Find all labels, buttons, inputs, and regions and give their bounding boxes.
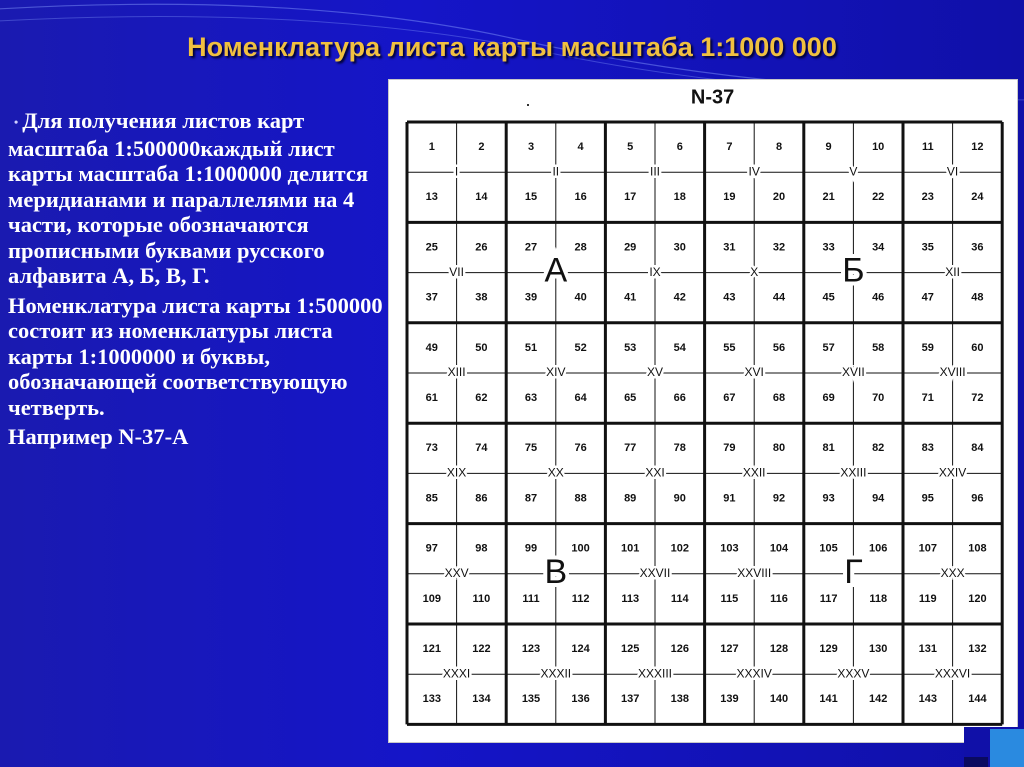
roman-label: XX: [547, 465, 564, 480]
cell-number: 116: [770, 592, 788, 605]
cell-number: 1: [428, 141, 435, 154]
roman-label: XXI: [645, 465, 665, 480]
cell-number: 17: [624, 191, 637, 204]
cell-number: 50: [475, 341, 488, 354]
cell-number: 83: [921, 442, 934, 455]
text-block: [8, 108, 388, 454]
cell-number: 110: [472, 592, 491, 605]
roman-label: II: [552, 164, 560, 179]
cell-number: 113: [621, 592, 640, 605]
cell-number: 37: [425, 291, 438, 304]
cell-number: 122: [472, 643, 491, 656]
roman-label: XXXI: [442, 666, 471, 681]
cell-number: 98: [475, 542, 488, 555]
cell-number: 77: [624, 442, 637, 455]
cell-number: 68: [772, 392, 786, 405]
roman-label: XXIII: [840, 465, 867, 480]
cell-number: 9: [825, 141, 832, 154]
roman-label: IV: [748, 164, 760, 179]
cell-number: 139: [720, 693, 739, 706]
cell-number: 129: [819, 643, 838, 656]
cell-number: 45: [822, 291, 835, 304]
cell-number: 104: [769, 542, 789, 555]
roman-label: X: [750, 264, 759, 279]
roman-label: XV: [646, 365, 664, 380]
cell-number: 55: [723, 341, 736, 354]
cell-number: 100: [571, 542, 590, 555]
cell-number: 69: [822, 392, 835, 405]
cell-number: 30: [673, 241, 686, 254]
cell-number: 90: [673, 492, 686, 505]
cell-number: 58: [872, 341, 885, 354]
roman-label: XXVII: [639, 565, 671, 580]
cell-number: 46: [872, 291, 885, 304]
cell-number: 2: [478, 141, 485, 154]
cell-number: 89: [624, 492, 637, 505]
cell-number: 19: [723, 191, 736, 204]
cell-number: 125: [621, 643, 640, 656]
cell-number: 109: [422, 592, 441, 605]
cell-number: 92: [772, 492, 786, 505]
cell-number: 134: [472, 693, 491, 706]
cell-number: 51: [524, 341, 538, 354]
cell-number: 42: [673, 291, 686, 304]
cell-number: 41: [624, 291, 637, 304]
roman-label: XXV: [444, 565, 469, 580]
cell-number: 35: [921, 241, 934, 254]
cell-number: 107: [918, 542, 937, 555]
cell-number: 124: [571, 643, 590, 656]
cell-number: 4: [577, 141, 584, 154]
roman-label: XIII: [447, 365, 466, 380]
cell-number: 66: [673, 392, 686, 405]
paragraph-1-text: Для получения листов карт масштаба 1:500000каждый лист карты масштаба 1:1000000 делится меридианами и параллелями на 4 части, которые обозначаются прописными буквами русского алфавита А, Б, В, Г.: [8, 108, 368, 289]
cell-number: 61: [425, 392, 438, 405]
roman-label: XXXVI: [934, 666, 971, 681]
cell-number: 24: [971, 191, 984, 204]
cell-number: 26: [475, 241, 488, 254]
cell-number: 78: [673, 442, 686, 455]
roman-label: XIX: [446, 465, 467, 480]
cell-number: 88: [574, 492, 587, 505]
cell-number: 135: [521, 693, 541, 706]
roman-label: XIV: [546, 365, 566, 380]
cell-number: 71: [921, 392, 934, 405]
cell-number: 65: [624, 392, 637, 405]
cell-number: 38: [475, 291, 488, 304]
cell-number: 48: [971, 291, 984, 304]
roman-label: III: [649, 164, 661, 179]
cell-number: 97: [425, 542, 438, 555]
map-sheet-figure: [388, 79, 1018, 743]
cell-number: 11: [921, 141, 934, 154]
cell-number: 22: [872, 191, 885, 204]
cell-number: 133: [422, 693, 441, 706]
paragraph-1: [8, 108, 388, 289]
cell-number: 70: [872, 392, 885, 405]
cell-number: 79: [723, 442, 736, 455]
cell-number: 106: [869, 542, 888, 555]
roman-label: XXXIV: [736, 666, 772, 681]
cell-number: 85: [425, 492, 438, 505]
cell-number: 80: [772, 442, 786, 455]
cell-number: 36: [971, 241, 984, 254]
cell-number: 75: [524, 442, 538, 455]
roman-label: V: [849, 164, 858, 179]
cell-number: 95: [921, 492, 934, 505]
cell-number: 108: [968, 542, 987, 555]
roman-label: XXX: [940, 565, 965, 580]
cell-number: 29: [624, 241, 637, 254]
paragraph-2: Номенклатура листа карты 1:500000 состоит из номенклатуры листа карты 1:1000000 и буквы, обозначающей соответствующую четверть.: [8, 292, 383, 420]
roman-label: XXXII: [540, 666, 572, 681]
cell-number: 49: [425, 341, 438, 354]
cell-number: 94: [872, 492, 885, 505]
roman-label: VII: [449, 264, 464, 279]
cell-number: 43: [723, 291, 736, 304]
slide-title: Номенклатура листа карты масштаба 1:1000 000: [187, 32, 837, 62]
cell-number: 91: [723, 492, 736, 505]
cell-number: 111: [522, 592, 540, 605]
roman-label: XXII: [742, 465, 766, 480]
cell-number: 141: [819, 693, 838, 706]
cell-number: 137: [621, 693, 640, 706]
dot-mark: [527, 104, 529, 106]
cell-number: 99: [524, 542, 538, 555]
cell-number: 86: [475, 492, 488, 505]
bullet-icon: •: [14, 115, 19, 130]
quarter-letter: В: [544, 552, 568, 591]
roman-label: XXIV: [938, 465, 967, 480]
cell-number: 142: [869, 693, 888, 706]
cell-number: 144: [968, 693, 987, 706]
cell-number: 53: [624, 341, 637, 354]
roman-label: XXVIII: [737, 565, 772, 580]
cell-number: 103: [720, 542, 739, 555]
cell-number: 23: [921, 191, 934, 204]
cell-number: 12: [971, 141, 984, 154]
cell-number: 115: [720, 592, 739, 605]
cell-number: 59: [921, 341, 934, 354]
cell-number: 118: [869, 592, 888, 605]
cell-number: 127: [720, 643, 739, 656]
cell-number: 52: [574, 341, 587, 354]
cell-number: 8: [775, 141, 783, 154]
cell-number: 112: [571, 592, 590, 605]
cell-number: 73: [425, 442, 438, 455]
roman-label: XII: [945, 264, 960, 279]
cell-number: 120: [968, 592, 987, 605]
corner-decoration: [964, 727, 1024, 767]
cell-number: 25: [425, 241, 438, 254]
map-grid: [389, 80, 1017, 742]
cell-number: 33: [822, 241, 835, 254]
cell-number: 14: [475, 191, 488, 204]
cell-number: 136: [571, 693, 590, 706]
cell-number: 87: [524, 492, 538, 505]
cell-number: 27: [524, 241, 538, 254]
cell-number: 15: [524, 191, 538, 204]
cell-number: 44: [772, 291, 786, 304]
cell-number: 54: [673, 341, 686, 354]
cell-number: 72: [971, 392, 984, 405]
cell-number: 138: [670, 693, 689, 706]
roman-label: I: [454, 164, 459, 179]
cell-number: 39: [524, 291, 538, 304]
cell-number: 96: [971, 492, 984, 505]
cell-number: 6: [676, 141, 683, 154]
cell-number: 123: [521, 643, 541, 656]
cell-number: 130: [869, 643, 888, 656]
cell-number: 21: [822, 191, 835, 204]
cell-number: 131: [918, 643, 937, 656]
cell-number: 10: [872, 141, 885, 154]
cell-number: 31: [723, 241, 736, 254]
cell-number: 34: [872, 241, 885, 254]
cell-number: 20: [772, 191, 786, 204]
cell-number: 121: [422, 643, 441, 656]
quarter-letter: А: [544, 251, 568, 290]
cell-number: 101: [621, 542, 640, 555]
cell-number: 7: [726, 141, 733, 154]
cell-number: 128: [769, 643, 789, 656]
cell-number: 81: [822, 442, 835, 455]
cell-number: 63: [524, 392, 538, 405]
sheet-label: N-37: [690, 86, 735, 109]
cell-number: 62: [475, 392, 488, 405]
cell-number: 132: [968, 643, 987, 656]
cell-number: 3: [527, 141, 535, 154]
cell-number: 57: [822, 341, 835, 354]
cell-number: 93: [822, 492, 835, 505]
roman-label: XVIII: [939, 365, 966, 380]
cell-number: 13: [425, 191, 438, 204]
cell-number: 74: [475, 442, 488, 455]
cell-number: 28: [574, 241, 587, 254]
roman-label: IX: [649, 264, 661, 279]
cell-number: 5: [627, 141, 634, 154]
cell-number: 82: [872, 442, 885, 455]
cell-number: 60: [971, 341, 984, 354]
roman-label: XXXIII: [637, 666, 673, 681]
cell-number: 67: [723, 392, 736, 405]
roman-label: XVI: [744, 365, 764, 380]
cell-number: 119: [918, 592, 937, 605]
roman-label: XVII: [842, 365, 865, 380]
cell-number: 114: [670, 592, 689, 605]
quarter-letter: Г: [844, 552, 863, 591]
cell-number: 40: [574, 291, 587, 304]
cell-number: 105: [819, 542, 838, 555]
cell-number: 84: [971, 442, 984, 455]
cell-number: 76: [574, 442, 587, 455]
cell-number: 117: [819, 592, 838, 605]
roman-label: VI: [946, 164, 959, 179]
cell-number: 47: [921, 291, 934, 304]
cell-number: 32: [772, 241, 786, 254]
paragraph-3: Например N-37-А: [8, 424, 189, 450]
cell-number: 102: [670, 542, 689, 555]
cell-number: 18: [673, 191, 686, 204]
cell-number: 16: [574, 191, 587, 204]
cell-number: 140: [769, 693, 789, 706]
cell-number: 56: [772, 341, 786, 354]
roman-label: XXXV: [837, 666, 870, 681]
quarter-letter: Б: [842, 251, 865, 290]
cell-number: 64: [574, 392, 587, 405]
cell-number: 143: [918, 693, 937, 706]
cell-number: 126: [670, 643, 689, 656]
